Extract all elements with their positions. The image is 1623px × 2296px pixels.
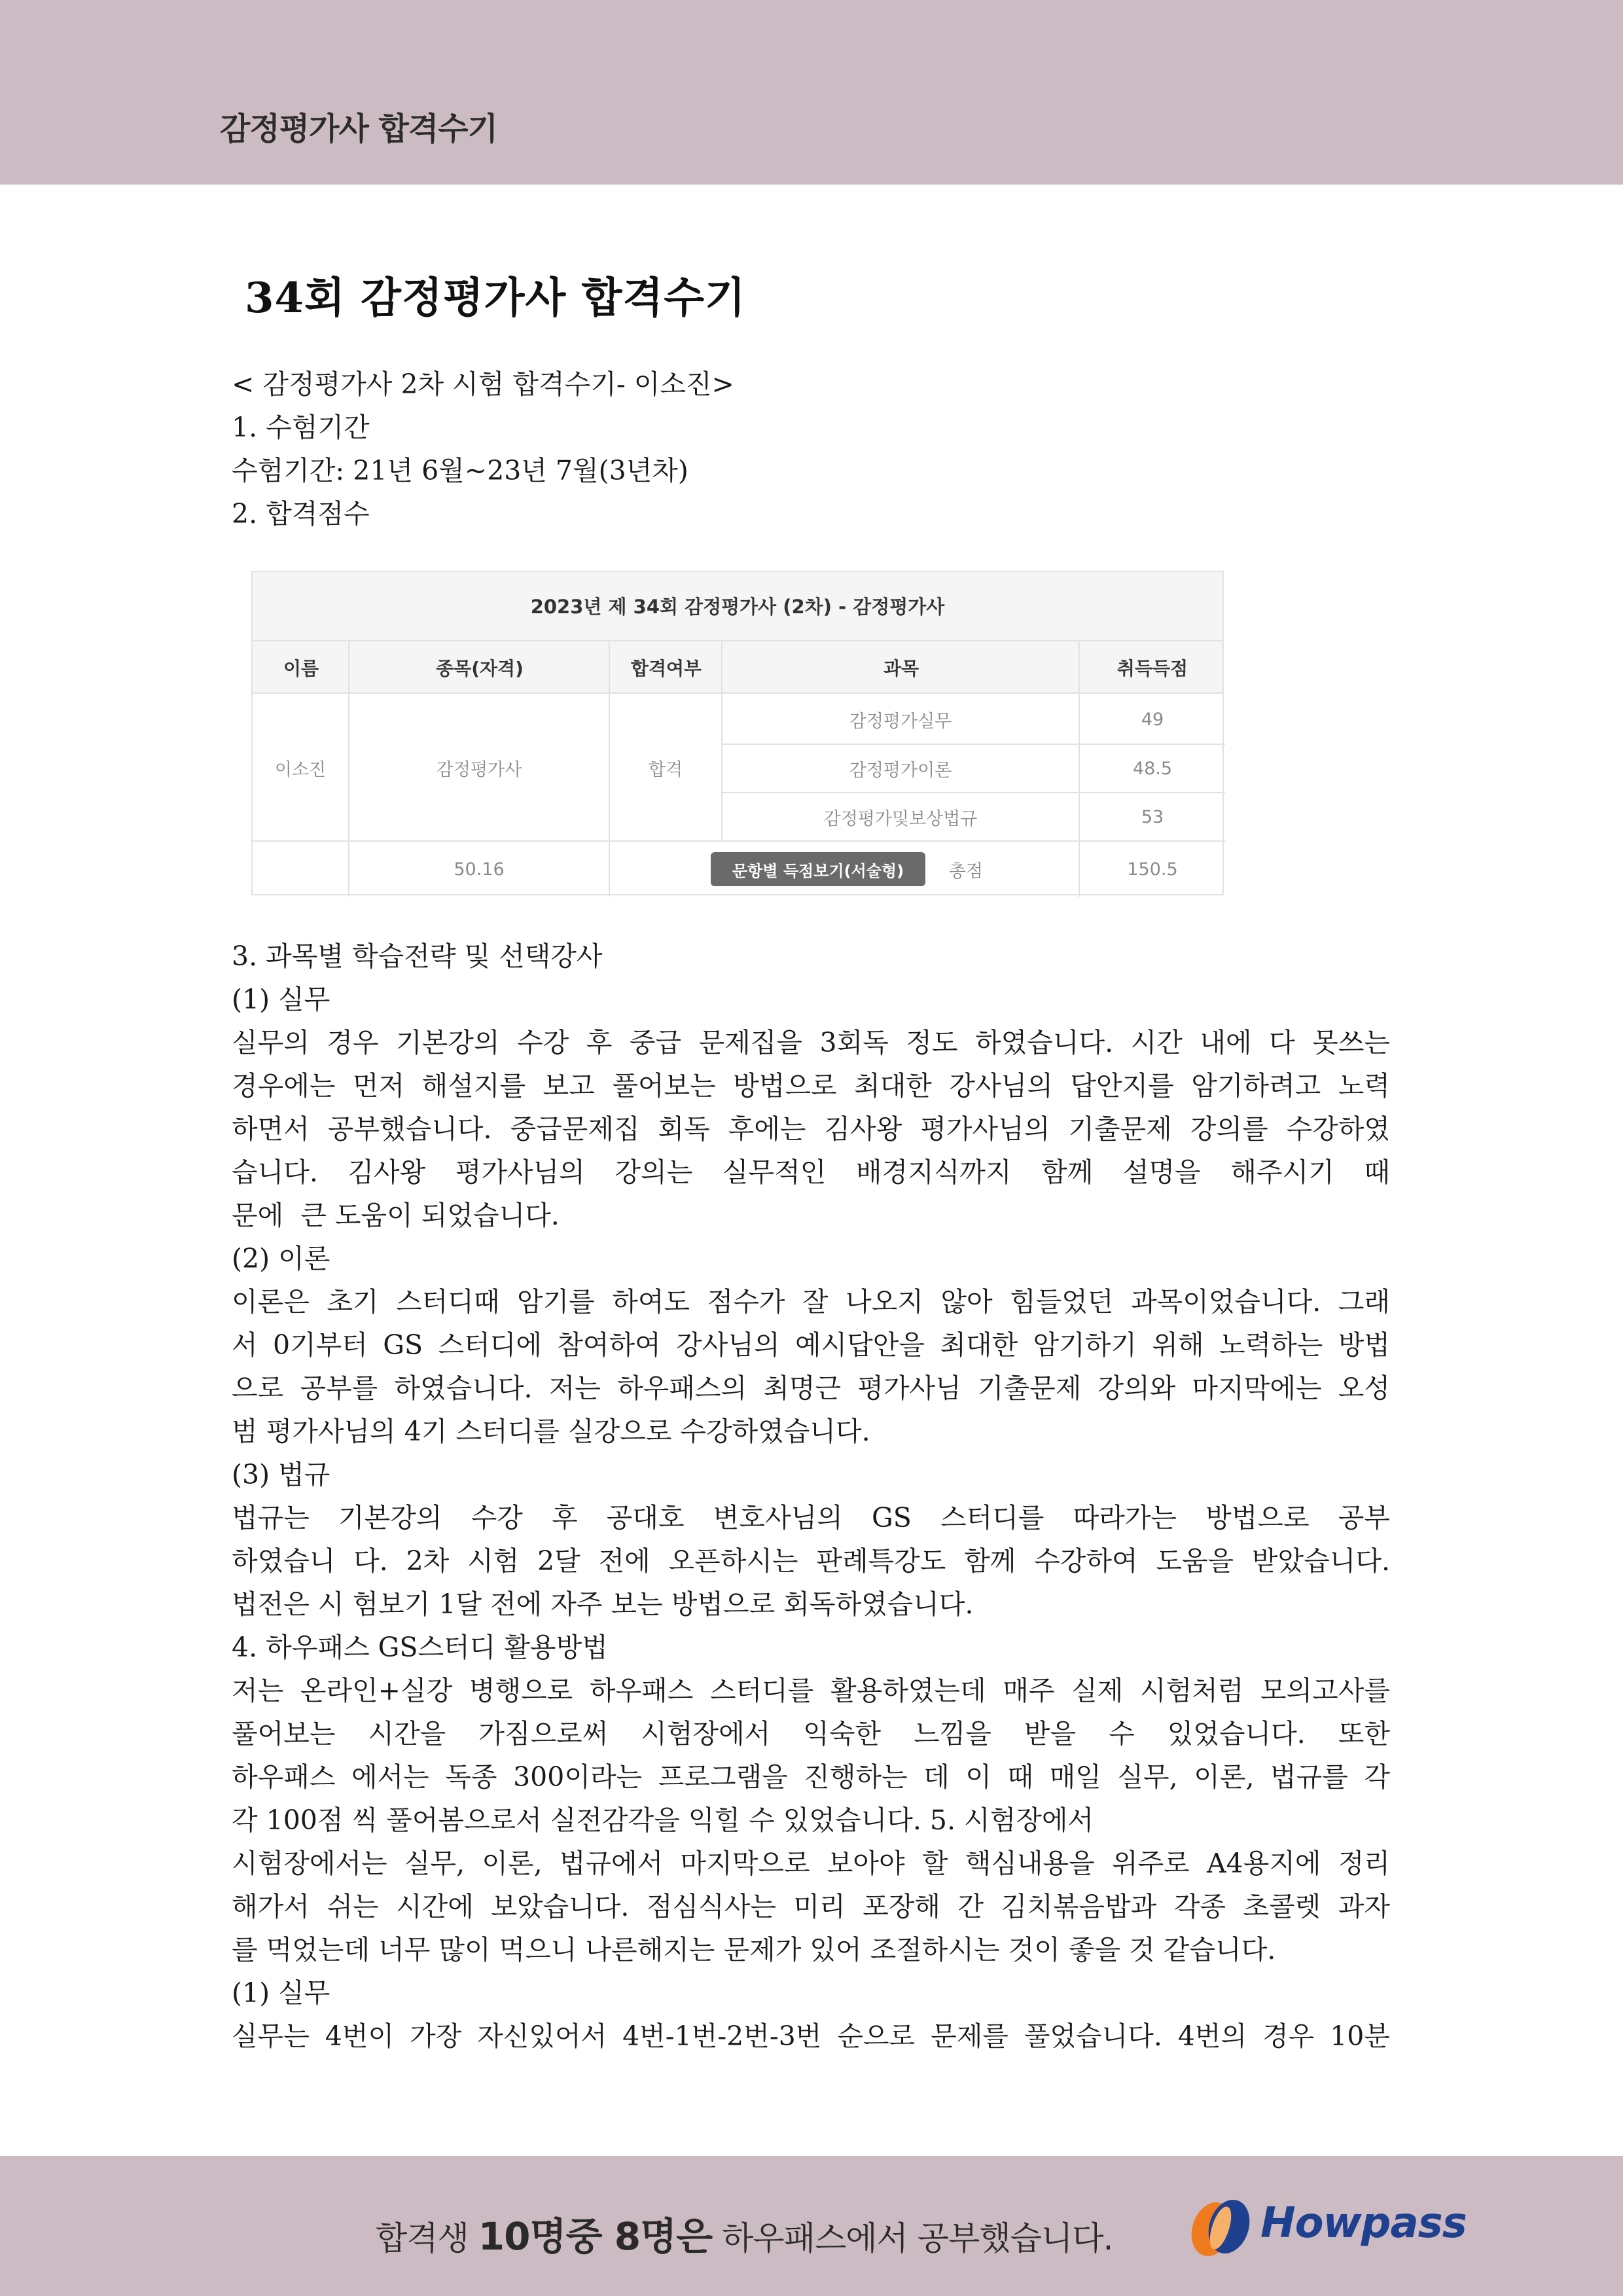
text-line: 문에 큰 도움이 되었습니다. (232, 1200, 560, 1231)
text-line: 풀어보는 시간을 가짐으로써 시험장에서 익숙한 느낌을 받을 수 있었습니다. 또한 (232, 1718, 1390, 1749)
cell-result: 합격 (648, 759, 683, 780)
cell-subject: 감정평가및보상법규 (823, 808, 978, 829)
score-table (251, 571, 1224, 895)
text-line: 하였습니 다. 2차 시험 2달 전에 오픈하시는 판례특강도 함께 수강하여 도움을 받았습니다. (232, 1545, 1390, 1577)
slogan-prefix: 합격생 (376, 2219, 478, 2257)
text-line: 시험장에서는 실무, 이론, 법규에서 마지막으로 보아야 할 핵심내용을 위주로 A4용지에 정리 (232, 1848, 1390, 1879)
header-cell-category: 종목(자격) (436, 658, 524, 679)
howpass-logo-icon (1186, 2197, 1254, 2259)
text-line: 서 0기부터 GS 스터디에 참여하여 강사님의 예시답안을 최대한 암기하기 위해 노력하는 방법 (232, 1329, 1390, 1361)
howpass-logo-text: Howpass (1260, 2199, 1467, 2248)
cell-subject: 감정평가실무 (849, 711, 952, 732)
cell-total-label: 총점 (948, 861, 984, 882)
score-table-caption: 2023년 제 34회 감정평가사 (2차) - 감정평가사 (253, 572, 1222, 641)
subsection-heading: (3) 법규 (232, 1459, 330, 1490)
text-line: 습니다. 김사왕 평가사님의 강의는 실무적인 배경지식까지 함께 설명을 해주시기 때 (232, 1157, 1390, 1188)
slogan-highlight: 10명중 8명은 (478, 2214, 713, 2259)
document-title: 34회 감정평가사 합격수기 (245, 274, 746, 323)
view-score-detail-button[interactable]: 문항별 득점보기(서술형) (711, 852, 925, 886)
header-title: 감정평가사 합격수기 (220, 111, 498, 147)
header-cell-score: 취득득점 (1116, 658, 1188, 679)
text-line: 1. 수험기간 (232, 412, 370, 443)
text-line: 법규는 기본강의 수강 후 공대호 변호사님의 GS 스터디를 따라가는 방법으로 공부 (232, 1502, 1390, 1534)
header-cell-name: 이름 (283, 658, 319, 679)
text-line: < 감정평가사 2차 시험 합격수기- 이소진> (232, 368, 734, 400)
section-heading: 3. 과목별 학습전략 및 선택강사 (232, 941, 603, 972)
cell-category: 감정평가사 (436, 759, 522, 780)
cell-score: 53 (1141, 806, 1164, 827)
slogan-suffix: 하우패스에서 공부했습니다. (712, 2219, 1113, 2257)
header-band (0, 0, 1623, 185)
text-line: 이론은 초기 스터디때 암기를 하여도 점수가 잘 나오지 않아 힘들었던 과목이었습니다. 그래 (232, 1286, 1390, 1318)
cell-name: 이소진 (274, 759, 327, 780)
cell-average: 50.16 (454, 859, 505, 880)
text-line: 으로 공부를 하였습니다. 저는 하우패스의 최명근 평가사님 기출문제 강의와 마지막에는 오성 (232, 1372, 1390, 1404)
cell-score: 49 (1141, 709, 1164, 730)
text-line: 하우패스 에서는 독종 300이라는 프로그램을 진행하는 데 이 때 매일 실무, 이론, 법규를 각 (232, 1761, 1390, 1793)
cell-subject: 감정평가이론 (849, 760, 952, 781)
text-line: 수험기간: 21년 6월~23년 7월(3년차) (232, 455, 688, 486)
footer-band (0, 2156, 1623, 2296)
section-heading: 4. 하우패스 GS스터디 활용방법 (232, 1632, 608, 1663)
text-line: 법전은 시 험보기 1달 전에 자주 보는 방법으로 회독하였습니다. (232, 1588, 974, 1620)
subsection-heading: (2) 이론 (232, 1243, 330, 1274)
header-cell-result: 합격여부 (630, 658, 702, 679)
howpass-logo (1186, 2195, 1487, 2261)
cell-score: 48.5 (1132, 758, 1173, 779)
text-line: 실무의 경우 기본강의 수강 후 중급 문제집을 3회독 정도 하였습니다. 시간 내에 다 못쓰는 (232, 1027, 1390, 1058)
text-line: 저는 온라인+실강 병행으로 하우패스 스터디를 활용하였는데 매주 실제 시험처럼 모의고사를 (232, 1675, 1390, 1706)
cell-total: 150.5 (1127, 859, 1178, 880)
text-line: 실무는 4번이 가장 자신있어서 4번-1번-2번-3번 순으로 문제를 풀었습니다. 4번의 경우 10분 (232, 2020, 1390, 2052)
text-line: 해가서 쉬는 시간에 보았습니다. 점심식사는 미리 포장해 간 김치볶음밥과 각종 초콜렛 과자 (232, 1891, 1390, 1922)
text-line: 범 평가사님의 4기 스터디를 실강으로 수강하였습니다. (232, 1416, 870, 1447)
footer-slogan (376, 2206, 1113, 2261)
text-line: 각 100점 씩 풀어봄으로서 실전감각을 익힐 수 있었습니다. 5. 시험장에서 (232, 1804, 1094, 1836)
subsection-heading: (1) 실무 (232, 1977, 330, 2009)
text-line: 2. 합격점수 (232, 498, 370, 529)
text-line: 경우에는 먼저 해설지를 보고 풀어보는 방법으로 최대한 강사님의 답안지를 암기하려고 노력 (232, 1070, 1390, 1102)
header-cell-subject: 과목 (883, 658, 919, 679)
text-line: 를 먹었는데 너무 많이 먹으니 나른해지는 문제가 있어 조절하시는 것이 좋을 것 같습니다. (232, 1934, 1276, 1965)
text-line: 하면서 공부했습니다. 중급문제집 회독 후에는 김사왕 평가사님의 기출문제 강의를 수강하였 (232, 1113, 1390, 1145)
subsection-heading: (1) 실무 (232, 984, 330, 1015)
